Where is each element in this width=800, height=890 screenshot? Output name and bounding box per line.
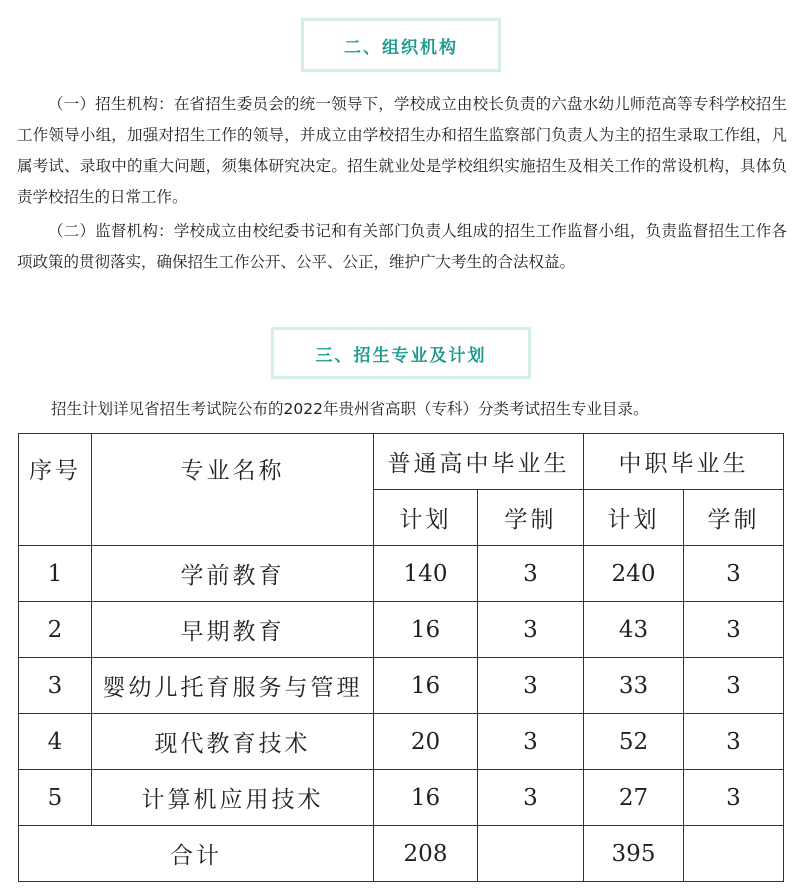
plan-intro-text: 招生计划详见省招生考试院公布的2022年贵州省高职（专科）分类考试招生专业目录。	[51, 400, 649, 418]
table-row	[19, 714, 784, 770]
row-index: 5	[19, 770, 92, 826]
row-major: 早期教育	[92, 602, 374, 658]
header-plan-a: 计划	[374, 490, 478, 546]
row-years-a: 3	[478, 602, 584, 658]
row-years-b: 3	[684, 658, 784, 714]
row-plan-b: 43	[584, 602, 684, 658]
table-row	[19, 770, 784, 826]
row-major: 现代教育技术	[92, 714, 374, 770]
row-plan-b: 52	[584, 714, 684, 770]
header-vocational-grads: 中职毕业生	[584, 434, 784, 490]
row-index: 2	[19, 602, 92, 658]
row-years-b: 3	[684, 602, 784, 658]
row-major: 计算机应用技术	[92, 770, 374, 826]
section-title-majors-plan: 三、招生专业及计划	[271, 327, 531, 379]
total-label: 合计	[19, 826, 374, 882]
row-plan-b: 33	[584, 658, 684, 714]
row-plan-a: 16	[374, 602, 478, 658]
row-plan-b: 240	[584, 546, 684, 602]
header-highschool-grads: 普通高中毕业生	[374, 434, 584, 490]
table-total-row	[19, 826, 784, 882]
row-years-a: 3	[478, 658, 584, 714]
row-years-b: 3	[684, 546, 784, 602]
row-years-b: 3	[684, 714, 784, 770]
row-years-a: 3	[478, 770, 584, 826]
row-years-a: 3	[478, 714, 584, 770]
row-major: 学前教育	[92, 546, 374, 602]
row-plan-a: 16	[374, 658, 478, 714]
row-major: 婴幼儿托育服务与管理	[92, 658, 374, 714]
row-plan-a: 20	[374, 714, 478, 770]
header-years-b: 学制	[684, 490, 784, 546]
enrollment-plan-table	[18, 433, 784, 882]
paragraph-admission-body: （一）招生机构：在省招生委员会的统一领导下，学校成立由校长负责的六盘水幼儿师范高等专科学校招生工作领导小组，加强对招生工作的领导，并成立由学校招生办和招生监察部门负责人为主的招生录取工作组，凡属考试、录取中的重大问题，须集体研究决定。招生就业处是学校组织实施招生及相关工作的常设机构，具体负责学校招生的日常工作。	[17, 95, 787, 206]
table-row	[19, 602, 784, 658]
row-plan-a: 140	[374, 546, 478, 602]
row-plan-a: 16	[374, 770, 478, 826]
total-years-b-empty	[684, 826, 784, 882]
row-index: 4	[19, 714, 92, 770]
row-index: 3	[19, 658, 92, 714]
row-years-b: 3	[684, 770, 784, 826]
total-plan-a: 208	[374, 826, 478, 882]
row-years-a: 3	[478, 546, 584, 602]
header-years-a: 学制	[478, 490, 584, 546]
table-row	[19, 658, 784, 714]
paragraph-supervision-body: （二）监督机构：学校成立由校纪委书记和有关部门负责人组成的招生工作监督小组，负责监督招生工作各项政策的贯彻落实，确保招生工作公开、公平、公正，维护广大考生的合法权益。	[17, 222, 787, 271]
header-plan-b: 计划	[584, 490, 684, 546]
header-index: 序号	[19, 434, 92, 546]
table-row	[19, 546, 784, 602]
total-years-a-empty	[478, 826, 584, 882]
section-title-organization: 二、组织机构	[301, 18, 501, 72]
table-header-row	[19, 434, 784, 490]
row-plan-b: 27	[584, 770, 684, 826]
total-plan-b: 395	[584, 826, 684, 882]
header-major: 专业名称	[92, 434, 374, 546]
row-index: 1	[19, 546, 92, 602]
